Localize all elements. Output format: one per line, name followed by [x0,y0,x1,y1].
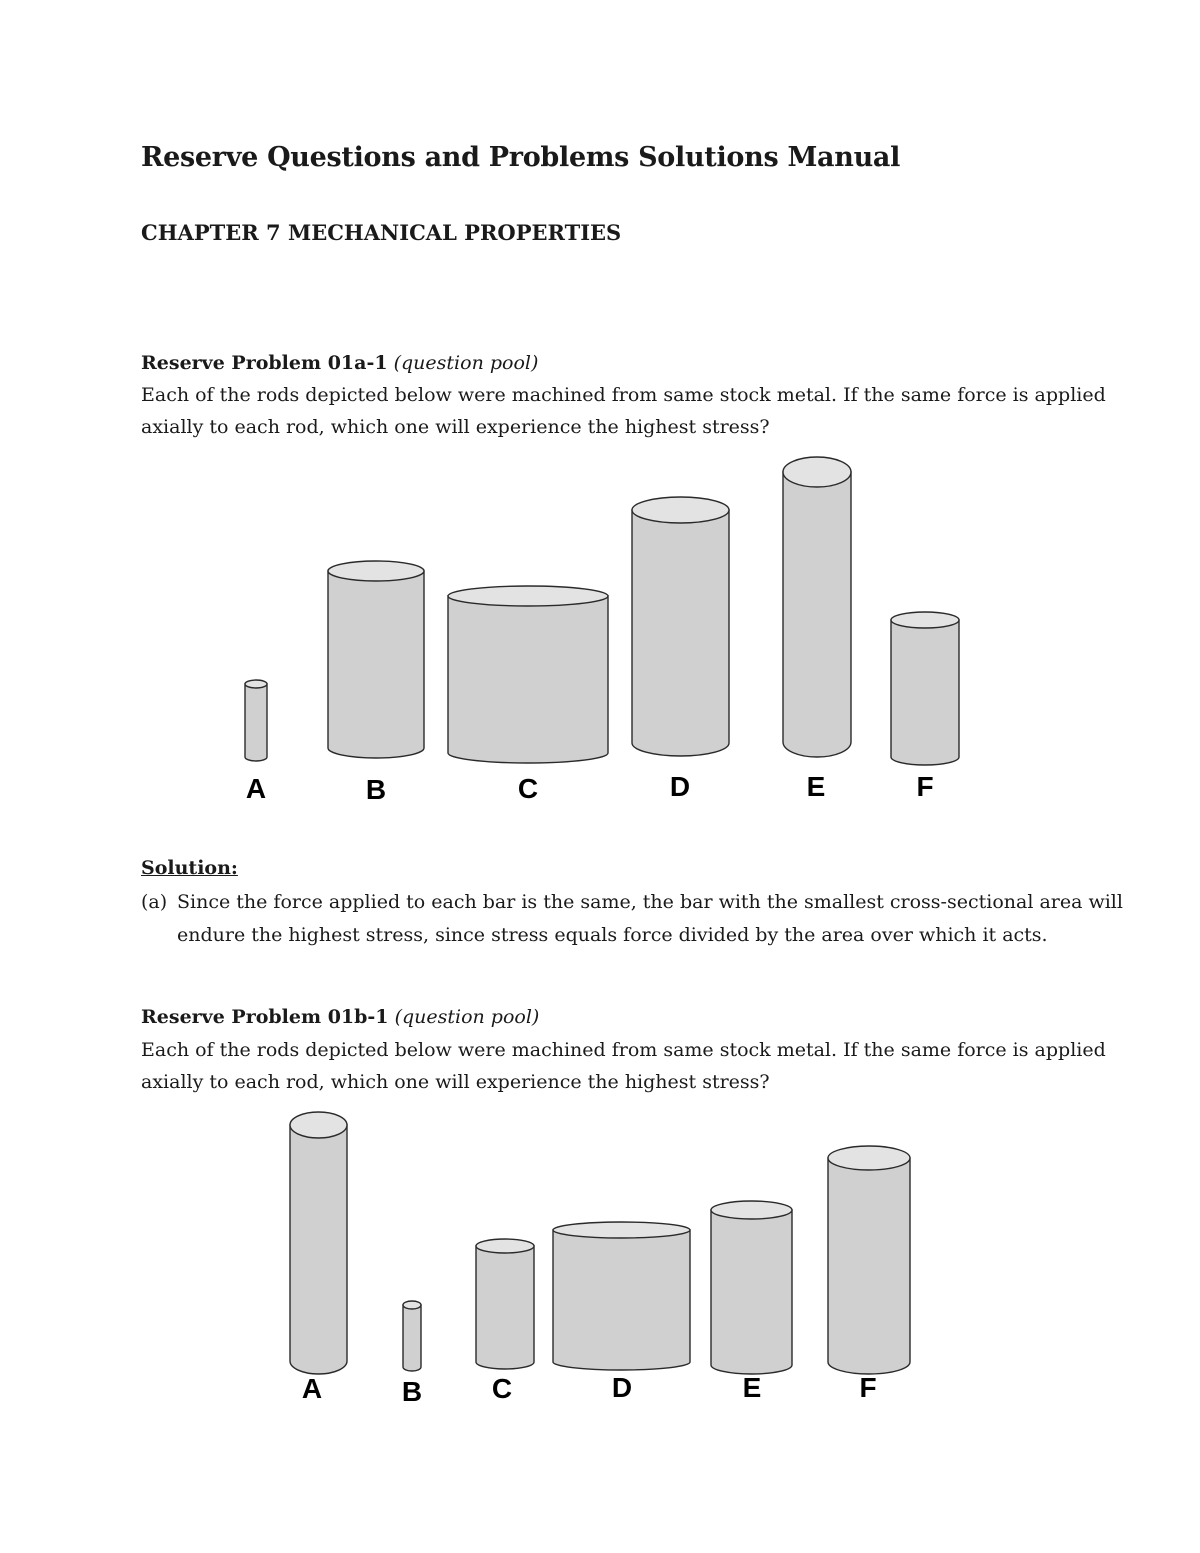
rod-label: E [742,1372,762,1403]
problem-title: Reserve Problem 01b-1 [141,1006,389,1028]
rod-label: A [245,773,267,804]
rod-top [711,1201,792,1219]
solution-label: Solution: [141,857,238,879]
rod-body [783,472,851,757]
rod-a [290,1112,347,1404]
question-line: Each of the rods depicted below were machined from same stock metal. If the same force is applied [141,384,1106,406]
rod-body [891,620,959,765]
rod-top [245,680,267,688]
rod-top [290,1112,347,1138]
rod-d [553,1222,690,1403]
document-title: Reserve Questions and Problems Solutions Manual [141,142,901,173]
rod-top [783,457,851,487]
question-line: axially to each rod, which one will experience the highest stress? [141,1071,770,1093]
rod-a [245,680,267,804]
problem-heading [141,352,538,374]
rod-body [476,1246,534,1369]
rod-body [328,571,424,758]
rod-f [891,612,959,802]
rod-top [632,497,729,523]
rod-top [828,1146,910,1170]
rod-b [328,561,424,805]
rod-label: F [859,1372,877,1403]
rod-body [448,596,608,763]
rod-body [711,1210,792,1374]
rod-d [632,497,729,802]
question-line: axially to each rod, which one will experience the highest stress? [141,416,770,438]
rod-top [891,612,959,628]
rod-top [553,1222,690,1238]
rod-label: C [491,1373,513,1404]
rod-body [828,1158,910,1374]
rods-figure-01a [0,450,1200,810]
rod-body [245,684,267,761]
rod-e [783,457,851,802]
rod-label: D [669,771,691,802]
rods-figure-01b [0,1100,1200,1420]
chapter-heading: CHAPTER 7 MECHANICAL PROPERTIES [141,220,622,245]
solution-text-line: endure the highest stress, since stress equals force divided by the area over which it acts. [177,924,1048,946]
rod-c [448,586,608,804]
problem-heading [141,1006,539,1028]
problem-note: (question pool) [393,352,539,374]
problem-title: Reserve Problem 01a-1 [141,352,388,374]
solution-item-marker: (a) [141,891,168,913]
rod-body [403,1305,421,1371]
rod-label: D [611,1372,633,1403]
rod-label: A [301,1373,323,1404]
rod-body [553,1230,690,1370]
rod-c [476,1239,534,1404]
rod-label: E [806,771,826,802]
question-line: Each of the rods depicted below were machined from same stock metal. If the same force is applied [141,1039,1106,1061]
rod-top [448,586,608,606]
rod-top [403,1301,421,1309]
rod-body [290,1125,347,1374]
rod-label: B [365,774,387,805]
rod-label: F [916,771,934,802]
solution-text-line: Since the force applied to each bar is the same, the bar with the smallest cross-sectional area will [177,891,1123,913]
rod-label: B [401,1376,423,1407]
rod-label: C [517,773,539,804]
rod-top [476,1239,534,1253]
problem-note: (question pool) [394,1006,540,1028]
rod-e [711,1201,792,1403]
rod-body [632,510,729,756]
rod-f [828,1146,910,1403]
rod-top [328,561,424,581]
rod-b [402,1301,422,1407]
